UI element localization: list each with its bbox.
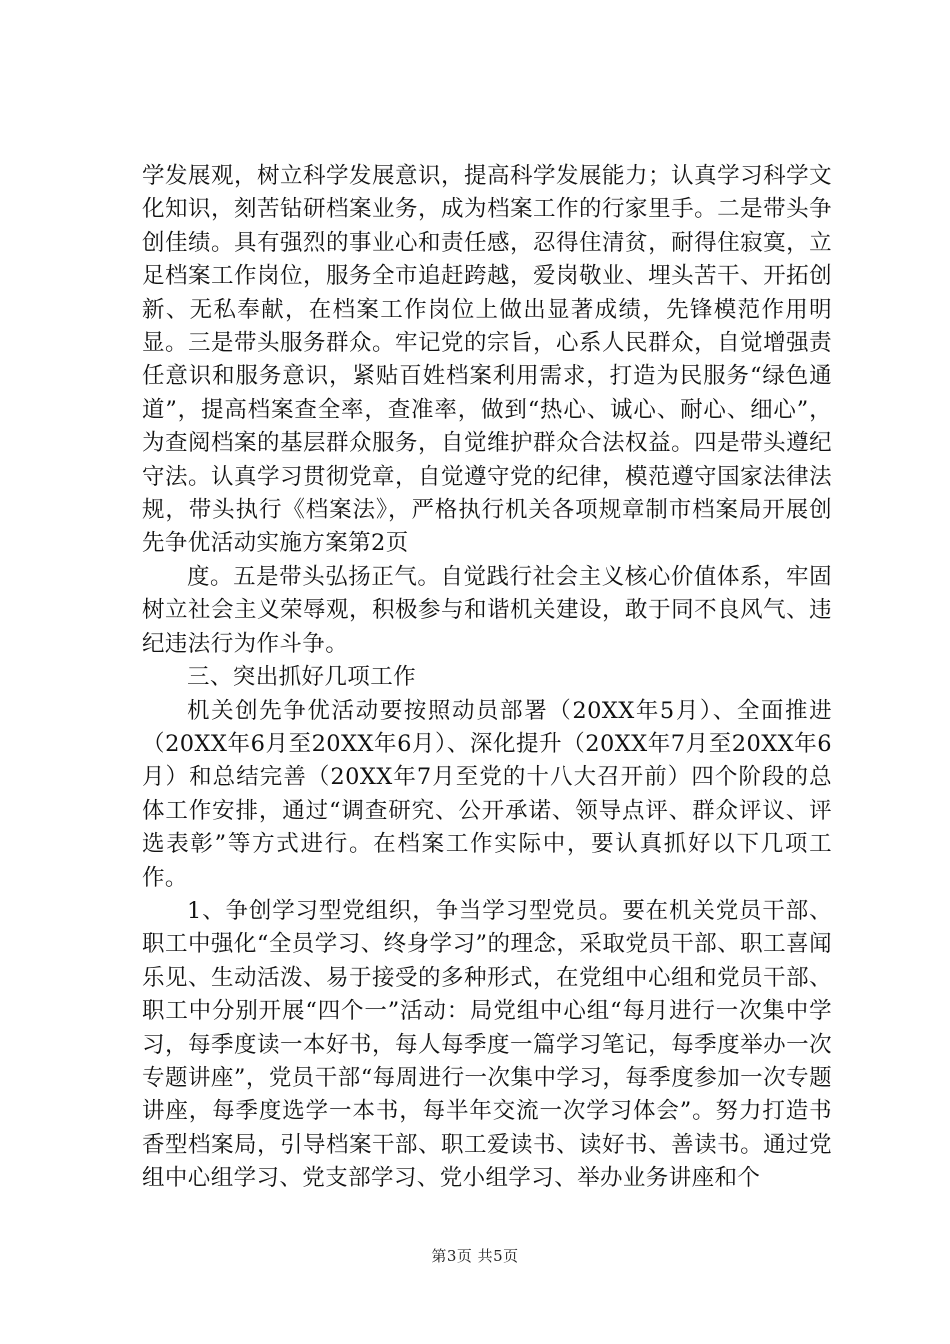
document-body [142,160,832,1196]
paragraph-continued: 学发展观，树立科学发展意识，提高科学发展能力；认真学习科学文化知识，刻苦钻研档案业务，成为档案工作的行家里手。二是带头争创佳绩。具有强烈的事业心和责任感，忍得住清贫，耐得住寂寞，立足档案工作岗位，服务全市追赶跨越，爱岗敬业、埋头苦干、开拓创新、无私奉献，在档案工作岗位上做出显著成绩，先锋模范作用明显。三是带头服务群众。牢记党的宗旨，心系人民群众，自觉增强责任意识和服务意识，紧贴百姓档案利用需求，打造为民服务“绿色通道”，提高档案查全率，查准率，做到“热心、诚心、耐心、细心”，为查阅档案的基层群众服务，自觉维护群众合法权益。四是带头遵纪守法。认真学习贯彻党章，自觉遵守党的纪律，模范遵守国家法律法规，带头执行《档案法》，严格执行机关各项规章制市档案局开展创先争优活动实施方案第2页 [142,163,832,557]
paragraph-schedule: 机关创先争优活动要按照动员部署（20XX年5月）、全面推进（20XX年6月至20XX年6月）、深化提升（20XX年7月至20XX年6月）和总结完善（20XX年7月至党的十八大召开前）四个阶段的总体工作安排，通过“调查研究、公开承诺、领导点评、群众评议、评选表彰”等方式进行。在档案工作实际中，要认真抓好以下几项工作。 [142,697,832,891]
page-footer: 第3页 共5页 [431,1247,519,1265]
paragraph-item-1: 1、争创学习型党组织，争当学习型党员。要在机关党员干部、职工中强化“全员学习、终身学习”的理念，采取党员干部、职工喜闻乐见、生动活泼、易于接受的多种形式，在党组中心组和党员干部、职工中分别开展“四个一”活动：局党组中心组“每月进行一次集中学习，每季度读一本好书，每人每季度一篇学习笔记，每季度举办一次专题讲座”，党员干部“每周进行一次集中学习，每季度参加一次专题讲座，每季度选学一本书，每半年交流一次学习体会”。努力打造书香型档案局，引导档案干部、职工爱读书、读好书、善读书。通过党组中心组学习、党支部学习、党小组学习、举办业务讲座和个 [142,897,832,1192]
section-heading: 三、突出抓好几项工作 [187,664,417,691]
paragraph-continued-page: 度。五是带头弘扬正气。自觉践行社会主义核心价值体系，牢固树立社会主义荣辱观，积极参与和谐机关建设，敢于同不良风气、违纪违法行为作斗争。 [142,563,832,657]
